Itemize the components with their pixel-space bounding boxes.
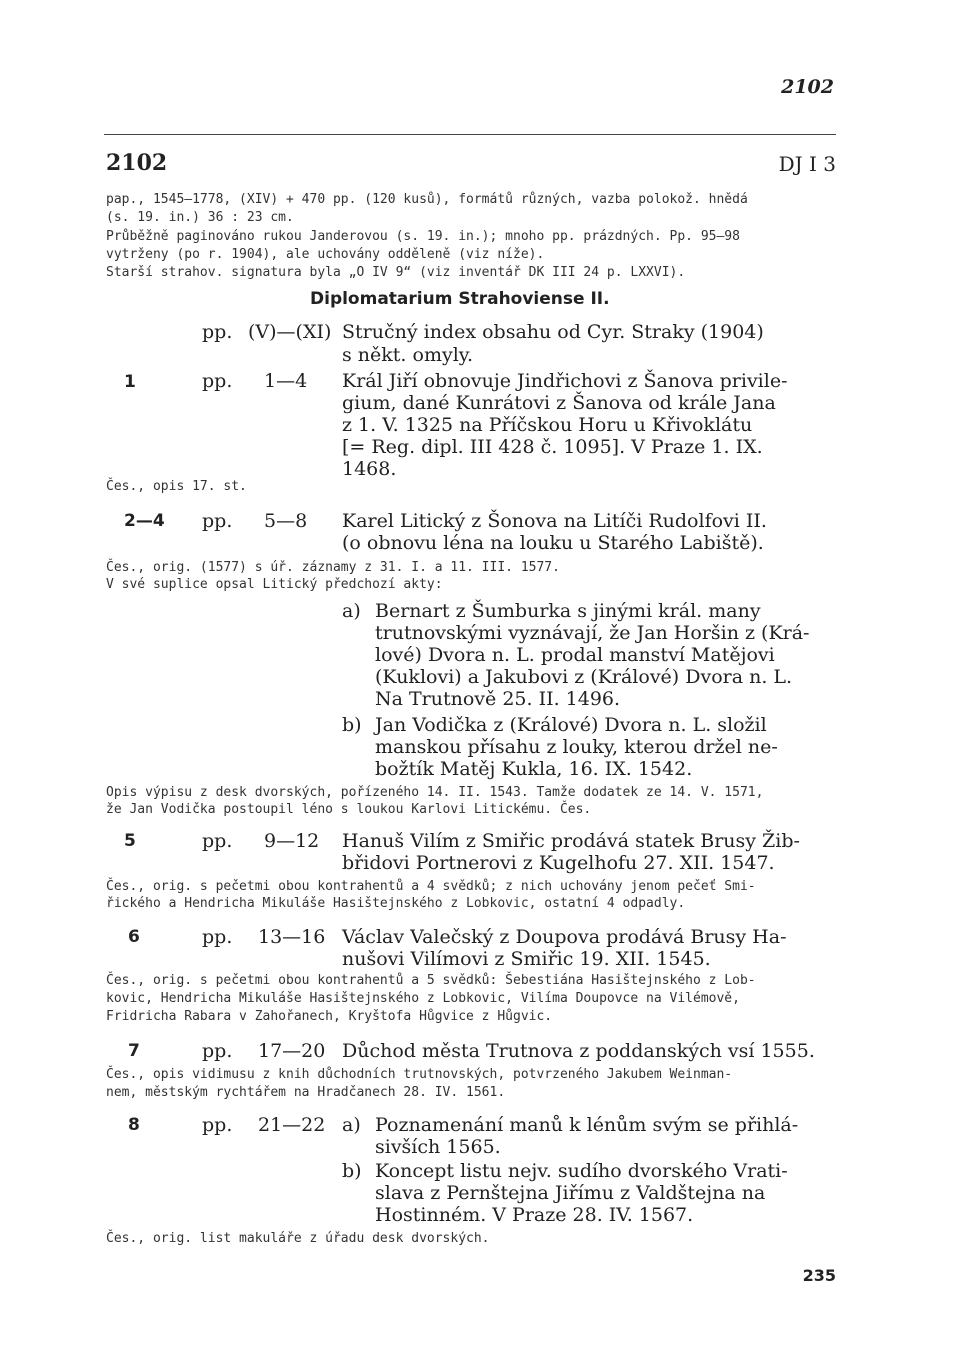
sub-item-line: manskou přísahu z louky, kterou držel ne- (375, 736, 778, 758)
sub-item-line: Jan Vodička z (Králové) Dvora n. L. složil (375, 714, 767, 736)
sub-item-line: božtík Matěj Kukla, 16. IX. 1542. (375, 758, 693, 780)
pp-label: pp. (202, 510, 233, 532)
pp-label: pp. (202, 830, 233, 852)
archival-note: Opis výpisu z desk dvorských, pořízeného 14. II. 1543. Tamže dodatek ze 14. V. 1571, (106, 785, 764, 800)
sub-item-label: b) (342, 1160, 362, 1182)
item-number: 1 (124, 372, 136, 392)
item-number: 7 (128, 1041, 140, 1061)
entry-text-line: gium, dané Kunrátovi z Šanova od krále Jana (342, 392, 776, 414)
sub-item-label: a) (342, 600, 361, 622)
manuscript-title: Diplomatarium Strahoviense II. (310, 289, 610, 309)
entry-text-line: Karel Litický z Šonova na Litíči Rudolfovi II. (342, 510, 767, 532)
entry-text-line: [= Reg. dipl. III 428 č. 1095]. V Praze 1. IX. (342, 436, 763, 458)
pp-label: pp. (202, 370, 233, 392)
archival-note: Čes., orig. s pečetmi obou kontrahentů a 5 svědků: Šebestiána Hasištejnského z Lob- (106, 973, 756, 988)
entry-text-line: 1468. (342, 458, 397, 480)
sub-item-label: b) (342, 714, 362, 736)
entry-text-line: nušovi Vilímovi z Smiřic 19. XII. 1545. (342, 948, 711, 970)
entry-text-line: Král Jiří obnovuje Jindřichovi z Šanova privile- (342, 370, 788, 392)
description-line: pap., 1545—1778, (XIV) + 470 pp. (120 kusů), formátů různých, vazba polokož. hnědá (106, 192, 748, 207)
item-number: 8 (128, 1115, 140, 1135)
page-range: 9—12 (264, 830, 320, 852)
description-line: (s. 19. in.) 36 : 23 cm. (106, 210, 294, 225)
running-head: 2102 (781, 76, 834, 98)
pp-label: pp. (202, 1114, 233, 1136)
item-number: 2—4 (124, 511, 165, 531)
sub-item-line: lové) Dvora n. L. prodal manství Matějovi (375, 644, 775, 666)
sub-item-line: Bernart z Šumburka s jinými král. many (375, 600, 761, 622)
description-line: Starší strahov. signatura byla „O IV 9“ (viz inventář DK III 24 p. LXXVI). (106, 265, 686, 280)
pp-label: pp. (202, 926, 233, 948)
archival-note: Čes., orig. list makuláře z úřadu desk dvorských. (106, 1231, 490, 1246)
page-range: 5—8 (264, 510, 308, 532)
sub-item-line: slava z Pernštejna Jiřímu z Valdštejna na (375, 1182, 766, 1204)
sub-item-line: (Kuklovi) a Jakubovi z (Králové) Dvora n. L. (375, 666, 793, 688)
entry-number: 2102 (106, 150, 168, 176)
archival-note: že Jan Vodička postoupil léno s loukou Karlovi Litickému. Čes. (106, 802, 592, 817)
page-range: (V)—(XI) (248, 321, 332, 343)
archival-note: Čes., orig. (1577) s úř. záznamy z 31. I. a 11. III. 1577. (106, 560, 560, 575)
sub-item-line: trutnovskými vyznávají, že Jan Horšin z (Krá- (375, 622, 810, 644)
entry-text-line: Hanuš Vilím z Smiřic prodává statek Brusy Žib- (342, 830, 800, 852)
archival-note: Čes., orig. s pečetmi obou kontrahentů a 4 svědků; z nich uchovány jenom pečeť Smi- (106, 879, 756, 894)
archival-note: V své suplice opsal Litický předchozí akty: (106, 577, 443, 592)
archival-note: Čes., opis 17. st. (106, 479, 247, 494)
page-number: 235 (802, 1266, 836, 1285)
archival-note: Fridricha Rabara v Zahořanech, Kryštofa Hůgvice z Hůgvic. (106, 1009, 553, 1024)
archival-note: nem, městským rychtářem na Hradčanech 28. IV. 1561. (106, 1085, 506, 1100)
entry-text-line: Důchod města Trutnova z poddanských vsí 1555. (342, 1040, 815, 1062)
sub-item-line: sivších 1565. (375, 1136, 501, 1158)
page-range: 13—16 (258, 926, 326, 948)
archival-note: kovic, Hendricha Mikuláše Hasištejnského z Lobkovic, Vilíma Doupovce na Vilémově, (106, 991, 740, 1006)
page-range: 21—22 (258, 1114, 326, 1136)
sub-item-line: Poznamenání manů k lénům svým se přihlá- (375, 1114, 799, 1136)
header-rule (104, 134, 836, 135)
item-number: 6 (128, 927, 140, 947)
page-range: 1—4 (264, 370, 308, 392)
entry-text-line: z 1. V. 1325 na Příčskou Horu u Křivoklátu (342, 414, 753, 436)
item-number: 5 (124, 831, 136, 851)
archival-note: řického a Hendricha Mikuláše Hasištejnského z Lobkovic, ostatní 4 odpadly. (106, 896, 686, 911)
entry-text-line: břidovi Portnerovi z Kugelhofu 27. XII. 1547. (342, 852, 775, 874)
sub-item-line: Koncept listu nejv. sudího dvorského Vrati- (375, 1160, 788, 1182)
sub-item-line: Na Trutnově 25. II. 1496. (375, 688, 621, 710)
shelf-signature: DJ I 3 (778, 152, 836, 176)
pp-label: pp. (202, 321, 233, 343)
entry-text-line: Václav Valečský z Doupova prodává Brusy Ha- (342, 926, 787, 948)
sub-item-line: Hostinném. V Praze 28. IV. 1567. (375, 1204, 694, 1226)
entry-text-line: s někt. omyly. (342, 344, 474, 366)
description-line: vytrženy (po r. 1904), ale uchovány odděleně (viz níže). (106, 247, 545, 262)
pp-label: pp. (202, 1040, 233, 1062)
entry-text-line: Stručný index obsahu od Cyr. Straky (1904) (342, 321, 764, 343)
page-range: 17—20 (258, 1040, 326, 1062)
sub-item-label: a) (342, 1114, 361, 1136)
archival-note: Čes., opis vidimusu z knih důchodních trutnovských, potvrzeného Jakubem Weinman- (106, 1067, 733, 1082)
description-line: Průběžně paginováno rukou Janderovou (s. 19. in.); mnoho pp. prázdných. Pp. 95—98 (106, 229, 740, 244)
entry-text-line: (o obnovu léna na louku u Starého Labiště). (342, 532, 764, 554)
